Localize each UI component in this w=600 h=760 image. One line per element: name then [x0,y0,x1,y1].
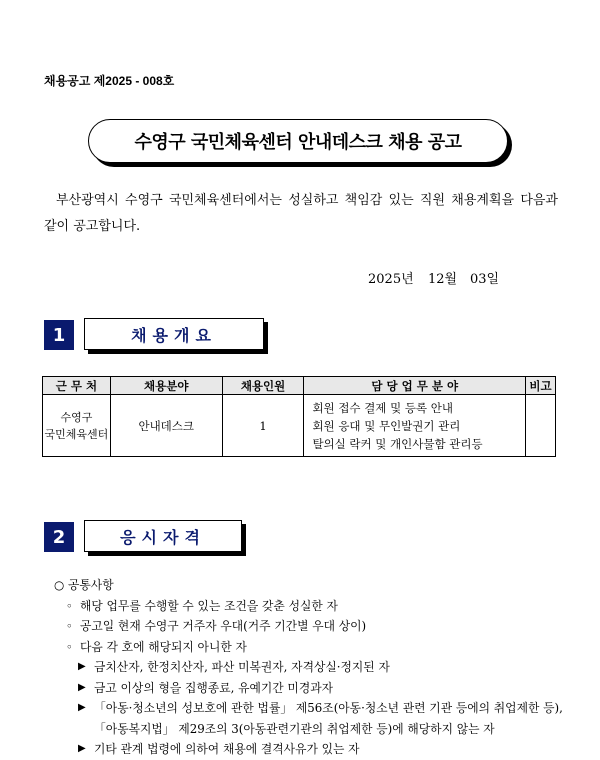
page-title-text: 수영구 국민체육센터 안내데스크 채용 공고 [134,132,462,153]
section-number-1: 1 [44,320,74,350]
workplace-line-1: 수영구 [60,410,93,424]
sub-list-item: ▶ 금치산자, 한정치산자, 파산 미복권자, 자격상실·정지된 자 [44,657,564,678]
workplace-line-2: 국민체육센터 [44,427,109,441]
triangle-bullet-icon: ▶ [78,681,86,693]
cell-workplace [43,395,111,457]
sub-list-item: ▶ 기타 관계 법령에 의하여 채용에 결격사유가 있는 자 [44,739,564,760]
dot-bullet-icon: ◦ [66,639,73,654]
intro-paragraph [44,188,558,240]
header-duties: 담 당 업 무 분 야 [304,377,526,395]
intro-text: 부산광역시 수영구 국민체육센터에서는 성실하고 책임감 있는 직원 채용계획을 다음과 같이 공고합니다. [44,193,558,234]
recruitment-table [42,376,556,457]
table-row [43,395,556,457]
notice-number: 채용공고 제2025 - 008호 [44,74,175,88]
header-field: 채용분야 [110,377,222,395]
cell-count: 1 [222,395,304,457]
dot-bullet-icon: ◦ [66,619,73,633]
common-label: 공통사항 [68,578,114,592]
triangle-bullet-icon: ▶ [78,661,86,672]
duty-item: 탈의실 락커 및 개인사물함 관리등 [312,436,483,451]
cell-note [526,395,556,457]
triangle-bullet-icon: ▶ [78,743,86,754]
page-title [88,119,508,163]
list-item: ◦ 공고일 현재 수영구 거주자 우대(거주 기간별 우대 상이) [44,616,564,637]
table-header-row [43,377,556,395]
cell-field: 안내데스크 [110,395,222,457]
header-workplace: 근 무 처 [43,377,111,395]
date-month: 12월 [428,272,458,287]
duty-item: 회원 접수 결제 및 등록 안내 [312,400,453,415]
sub-list-item: ▶ 금고 이상의 형을 집행종료, 유예기간 미경과자 [44,678,564,699]
list-item: ◦ 해당 업무를 수행할 수 있는 조건을 갖춘 성실한 자 [44,596,564,617]
header-count: 채용인원 [222,377,304,395]
date-year: 2025년 [368,272,414,287]
dot-bullet-icon: ◦ [66,598,73,613]
triangle-bullet-icon: ▶ [78,702,86,713]
sub-list-item: ▶ 「아동·청소년의 성보호에 관한 법률」 제56조(아동·청소년 관련 기관 등에의 취업제한 등), 「아동복지법」 제29조의 3(아동관련기관의 취업제한 등)에 해당하지 않는 자 [44,698,564,739]
section-title-2: 응시자격 [84,520,242,552]
cell-duties [304,395,526,457]
list-item: ◦ 다음 각 호에 해당되지 아니한 자 [44,637,564,658]
circle-bullet-icon: ○ [54,578,65,592]
header-note: 비고 [526,377,556,395]
qualifications-list [44,575,564,760]
common-heading [44,575,564,596]
section-number-2: 2 [44,522,74,552]
duty-item: 회원 응대 및 무인발권기 관리 [312,418,461,433]
date-day: 03일 [470,272,500,287]
section-title-1: 채용개요 [84,318,264,350]
